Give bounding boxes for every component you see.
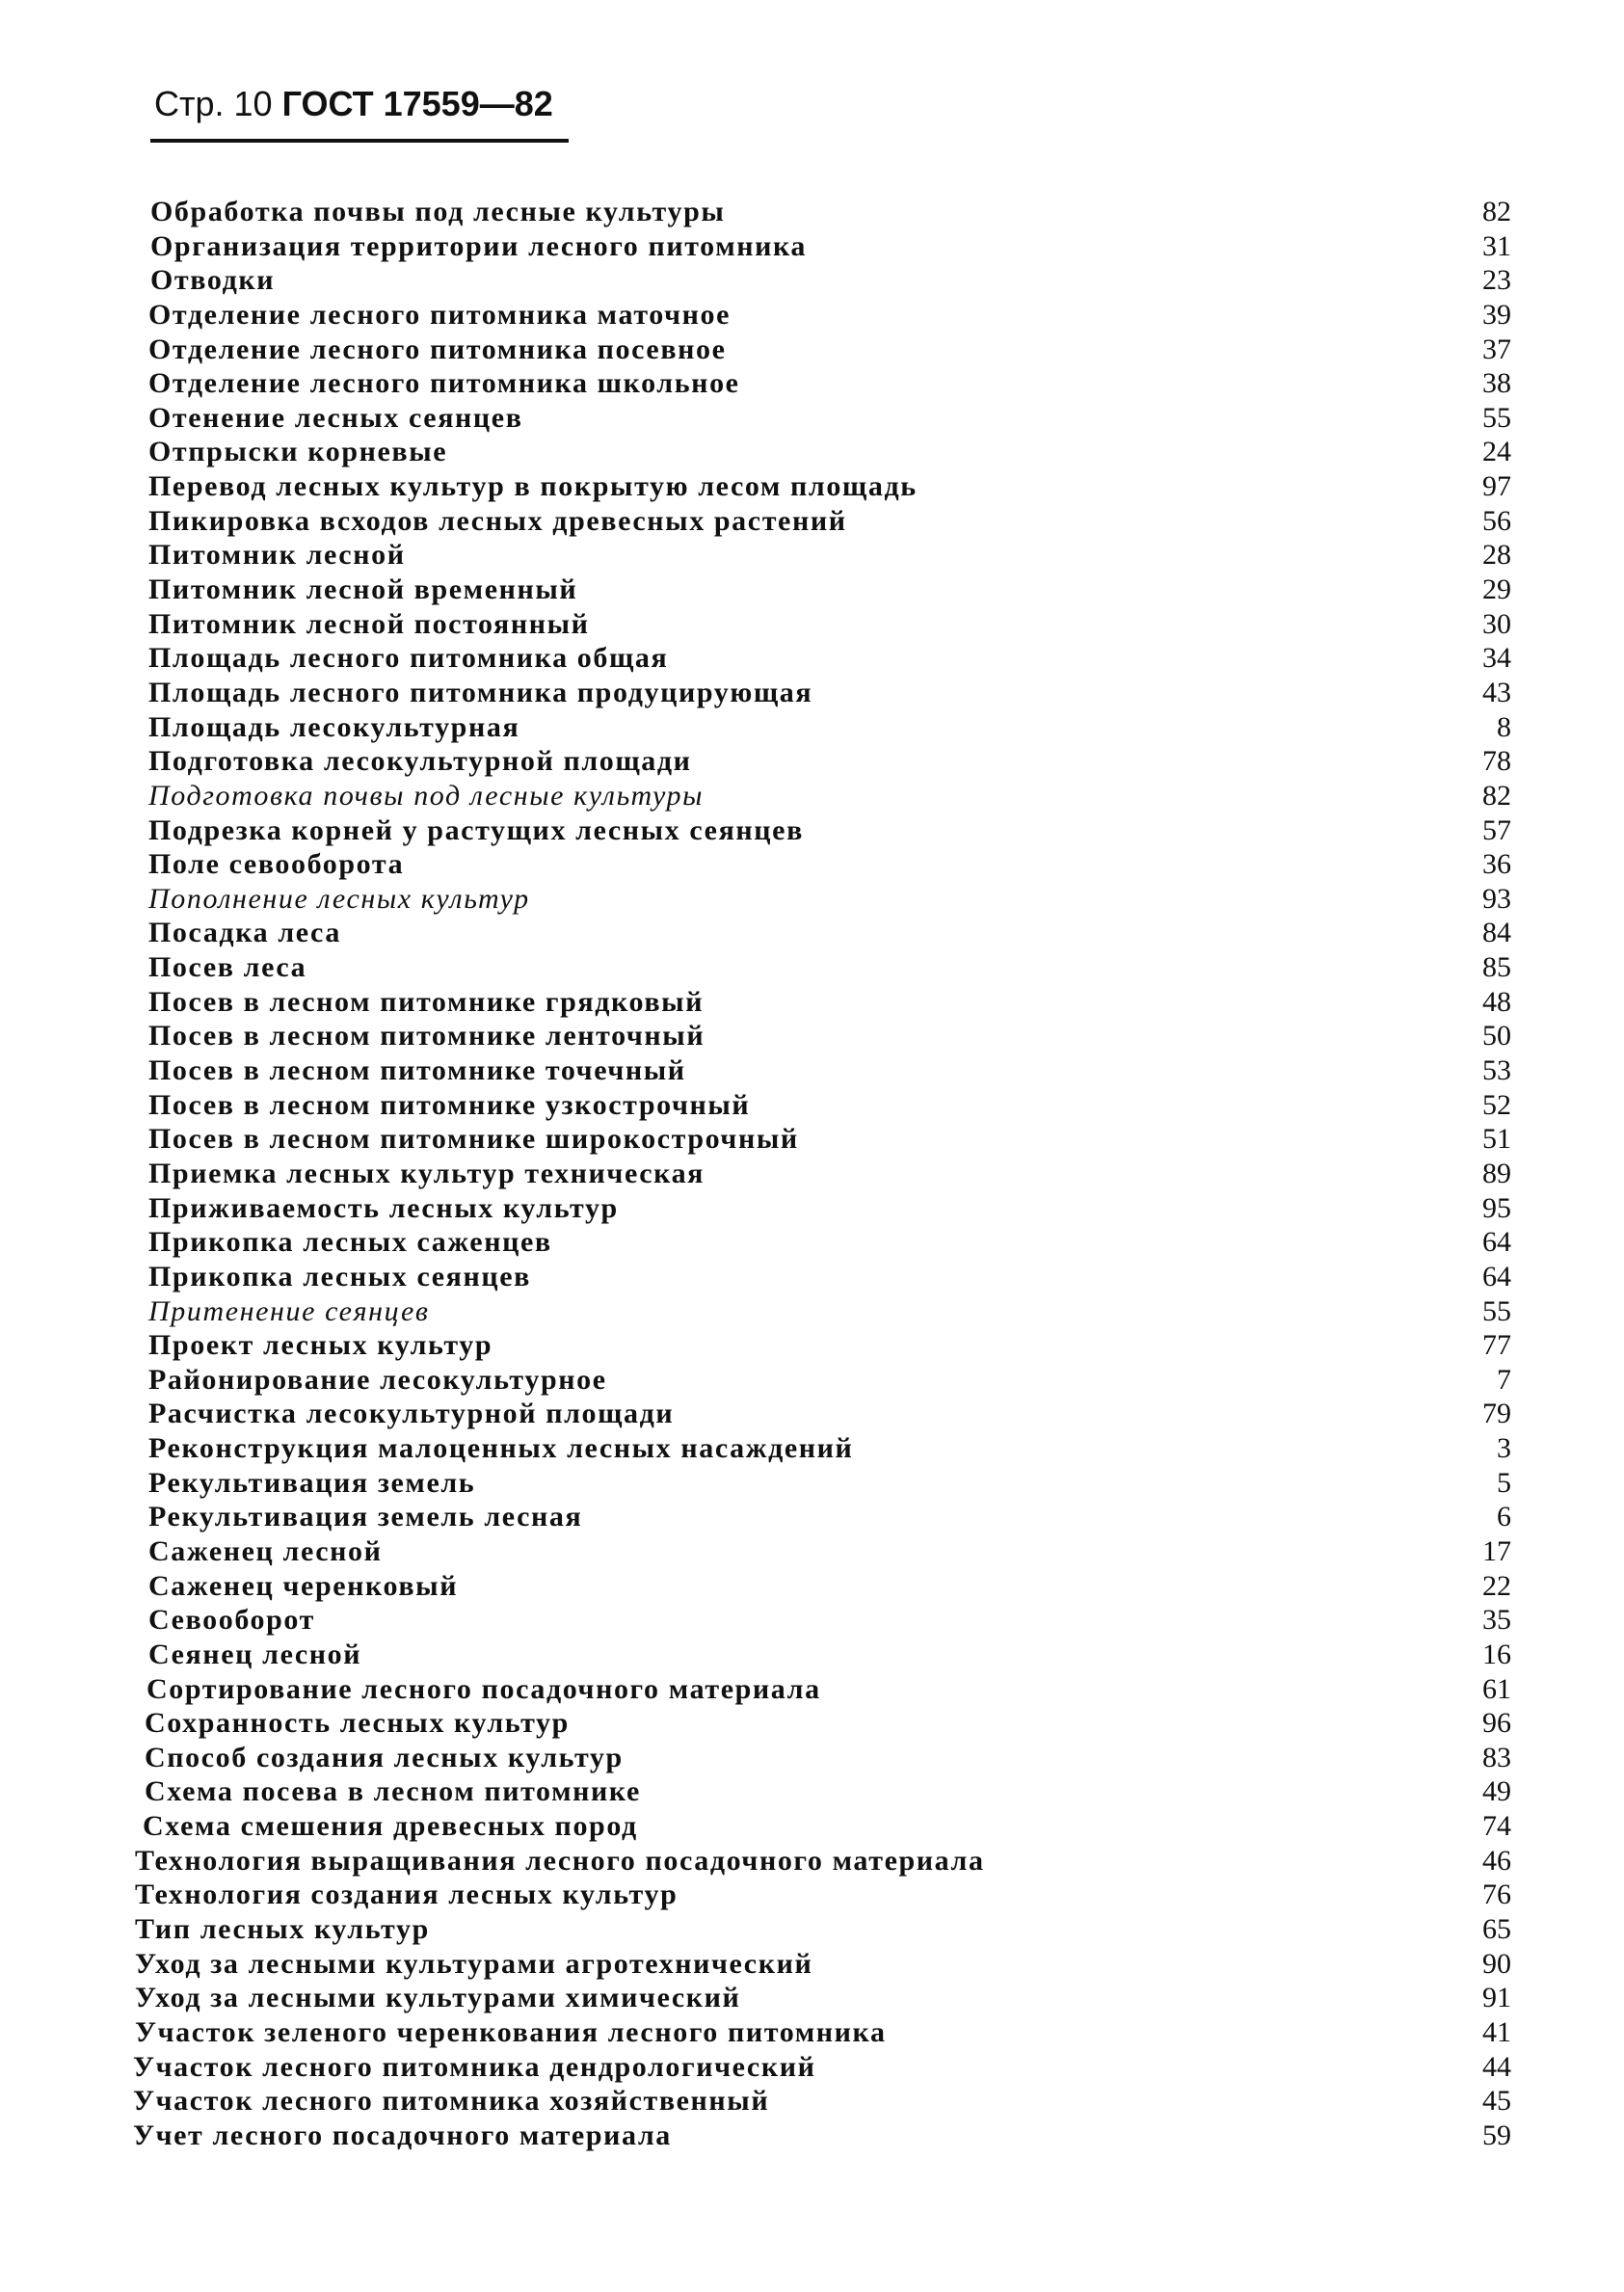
index-term: Площадь лесного питомника общая (148, 642, 669, 675)
index-page-number: 36 (1482, 848, 1511, 881)
index-entry (133, 1741, 1511, 1775)
index-entry (133, 1706, 1511, 1741)
index-page-number: 78 (1482, 745, 1511, 778)
index-term: Технология создания лесных культур (135, 1879, 679, 1911)
index-term: Посев в лесном питомнике точечный (148, 1054, 686, 1087)
index-page-number: 51 (1482, 1123, 1511, 1156)
index-page-number: 35 (1482, 1604, 1511, 1637)
index-term: Питомник лесной постоянный (148, 607, 590, 640)
page-number-label: Стр. 10 (154, 84, 273, 123)
index-term: Уход за лесными культурами агротехнический (135, 1947, 813, 1980)
index-page-number: 38 (1482, 367, 1511, 400)
index-entry (133, 504, 1511, 539)
index-entry (133, 435, 1511, 469)
index-entry (133, 298, 1511, 333)
index-term: Тип лесных культур (135, 1913, 430, 1946)
index-entry (133, 950, 1511, 985)
index-term: Севооборот (148, 1604, 315, 1637)
index-term: Саженец черенковый (148, 1569, 459, 1602)
index-page-number: 93 (1482, 882, 1511, 915)
index-entry (133, 676, 1511, 710)
index-term: Приживаемость лесных культур (148, 1191, 619, 1224)
index-entry (133, 1912, 1511, 1947)
index-page-number: 85 (1482, 951, 1511, 984)
index-page-number: 95 (1482, 1191, 1511, 1224)
index-entry (133, 1878, 1511, 1912)
index-term: Схема смешения древесных пород (143, 1810, 638, 1843)
index-entry (133, 882, 1511, 917)
index-term: Отенение лесных сеянцев (148, 401, 523, 434)
index-entry (133, 779, 1511, 813)
index-page-number: 82 (1482, 196, 1511, 227)
index-entry (133, 641, 1511, 676)
index-term: Отделение лесного питомника маточное (148, 298, 732, 331)
index-page-number: 79 (1482, 1398, 1511, 1430)
index-page-number: 43 (1482, 676, 1511, 708)
index-entry (133, 1809, 1511, 1844)
index-entry (133, 469, 1511, 504)
index-entry (133, 2015, 1511, 2050)
index-term: Площадь лесного питомника продуцирующая (148, 676, 813, 708)
index-entry (133, 1672, 1511, 1707)
index-entry (133, 2084, 1511, 2119)
index-entry (133, 1534, 1511, 1569)
index-entry (133, 847, 1511, 882)
index-term: Прикопка лесных саженцев (148, 1226, 552, 1259)
index-term: Отделение лесного питомника посевное (148, 333, 727, 365)
index-page-number: 84 (1482, 917, 1511, 949)
index-page-number: 74 (1482, 1810, 1511, 1843)
index-term: Участок зеленого черенкования лесного питомника (135, 2015, 887, 2048)
index-entry (133, 1363, 1511, 1398)
index-entry (133, 1947, 1511, 1982)
index-entry (133, 573, 1511, 607)
index-term: Саженец лесной (148, 1534, 383, 1567)
index-term: Отпрыски корневые (148, 436, 448, 468)
index-entry (133, 985, 1511, 1020)
index-term: Технология выращивания лесного посадочного материала (135, 1844, 985, 1877)
index-entry (133, 2050, 1511, 2085)
index-page-number: 31 (1482, 229, 1511, 262)
index-entry (133, 710, 1511, 745)
index-page-number: 46 (1482, 1844, 1511, 1877)
index-term: Пикировка всходов лесных древесных растений (148, 504, 847, 537)
index-entry (133, 1981, 1511, 2015)
index-entry (133, 607, 1511, 642)
index-entry (133, 1328, 1511, 1363)
index-entry (133, 1225, 1511, 1260)
index-term: Посадка леса (148, 917, 341, 949)
index-term: Отводки (150, 264, 276, 297)
index-term: Прикопка лесных сеянцев (148, 1260, 531, 1293)
index-term: Поле севооборота (148, 848, 405, 881)
index-entry (133, 1157, 1511, 1191)
index-term: Подрезка корней у растущих лесных сеянцев (148, 813, 804, 846)
index-term: Подготовка почвы под лесные культуры (148, 779, 704, 812)
index-term: Обработка почвы под лесные культуры (150, 196, 726, 227)
index-term: Уход за лесными культурами химический (135, 1982, 741, 2014)
index-entry (133, 195, 1511, 229)
index-entry (133, 916, 1511, 950)
index-entry (133, 263, 1511, 298)
index-page-number: 64 (1482, 1226, 1511, 1259)
index-term: Отделение лесного питомника школьное (148, 367, 740, 400)
index-page-number: 44 (1482, 2050, 1511, 2083)
index-term: Организация территории лесного питомника (150, 229, 808, 262)
index-term: Способ создания лесных культур (145, 1741, 624, 1773)
index-term: Расчистка лесокультурной площади (148, 1398, 675, 1430)
alphabetical-term-index (133, 195, 1511, 2153)
index-page-number: 52 (1482, 1088, 1511, 1121)
index-page-number: 7 (1497, 1363, 1511, 1396)
index-term: Реконструкция малоценных лесных насаждений (148, 1432, 854, 1465)
index-entry (133, 1638, 1511, 1672)
index-term: Питомник лесной (148, 539, 406, 572)
index-page-number: 55 (1482, 1294, 1511, 1327)
index-page-number: 59 (1482, 2119, 1511, 2151)
index-term: Площадь лесокультурная (148, 710, 520, 743)
index-entry (133, 1466, 1511, 1501)
index-page-number: 41 (1482, 2015, 1511, 2048)
index-term: Посев леса (148, 951, 307, 984)
index-term: Участок лесного питомника хозяйственный (133, 2085, 770, 2118)
index-page-number: 5 (1497, 1466, 1511, 1499)
index-page-number: 53 (1482, 1054, 1511, 1087)
index-page-number: 28 (1482, 539, 1511, 572)
index-term: Рекультивация земель (148, 1466, 476, 1499)
index-page-number: 55 (1482, 401, 1511, 434)
index-term: Притенение сеянцев (148, 1294, 430, 1327)
index-page-number: 61 (1482, 1672, 1511, 1705)
index-page-number: 50 (1482, 1020, 1511, 1053)
index-page-number: 34 (1482, 642, 1511, 675)
index-page-number: 22 (1482, 1569, 1511, 1602)
index-page-number: 6 (1497, 1501, 1511, 1533)
index-entry (133, 538, 1511, 573)
index-entry (133, 229, 1511, 264)
index-entry (133, 1294, 1511, 1329)
index-term: Посев в лесном питомнике узкострочный (148, 1088, 751, 1121)
index-page-number: 30 (1482, 607, 1511, 640)
index-page-number: 39 (1482, 298, 1511, 331)
index-term: Посев в лесном питомнике широкострочный (148, 1123, 799, 1156)
index-term: Учет лесного посадочного материала (133, 2119, 672, 2151)
index-entry (133, 366, 1511, 401)
index-page-number: 37 (1482, 333, 1511, 365)
index-entry (133, 1603, 1511, 1638)
index-entry (133, 1774, 1511, 1809)
index-page-number: 77 (1482, 1329, 1511, 1362)
index-entry (133, 1019, 1511, 1053)
index-entry (133, 1191, 1511, 1226)
index-page-number: 56 (1482, 504, 1511, 537)
index-entry (133, 1053, 1511, 1088)
index-page-number: 57 (1482, 813, 1511, 846)
index-page-number: 89 (1482, 1157, 1511, 1189)
index-page-number: 8 (1497, 710, 1511, 743)
index-page-number: 45 (1482, 2085, 1511, 2118)
index-entry (133, 744, 1511, 779)
index-page-number: 90 (1482, 1947, 1511, 1980)
index-term: Районирование лесокультурное (148, 1363, 607, 1396)
index-term: Пополнение лесных культур (148, 882, 530, 915)
index-page-number: 96 (1482, 1707, 1511, 1740)
index-page-number: 65 (1482, 1913, 1511, 1946)
index-page-number: 48 (1482, 985, 1511, 1018)
index-term: Сортирование лесного посадочного материала (146, 1672, 821, 1705)
index-term: Приемка лесных культур техническая (148, 1157, 706, 1189)
index-page-number: 24 (1482, 436, 1511, 468)
index-page-number: 3 (1497, 1432, 1511, 1465)
index-term: Посев в лесном питомнике ленточный (148, 1020, 706, 1053)
index-entry (133, 2119, 1511, 2153)
index-entry (133, 1397, 1511, 1431)
index-entry (133, 1844, 1511, 1879)
index-page-number: 82 (1482, 779, 1511, 812)
index-page-number: 97 (1482, 470, 1511, 503)
index-page-number: 16 (1482, 1638, 1511, 1670)
index-entry (133, 333, 1511, 367)
index-entry (133, 1088, 1511, 1123)
index-entry (133, 1500, 1511, 1534)
index-entry (133, 1260, 1511, 1294)
index-page-number: 29 (1482, 573, 1511, 606)
index-entry (133, 1569, 1511, 1604)
standard-designation: ГОСТ 17559—82 (281, 84, 553, 123)
index-term: Схема посева в лесном питомнике (145, 1775, 641, 1808)
index-page-number: 49 (1482, 1775, 1511, 1808)
index-page-number: 83 (1482, 1741, 1511, 1773)
index-page-number: 76 (1482, 1879, 1511, 1911)
index-entry (133, 401, 1511, 436)
index-page-number: 64 (1482, 1260, 1511, 1293)
index-page-number: 91 (1482, 1982, 1511, 2014)
index-term: Питомник лесной временный (148, 573, 578, 606)
index-entry (133, 1431, 1511, 1466)
header-underline (150, 139, 569, 143)
index-entry (133, 1122, 1511, 1157)
index-term: Рекультивация земель лесная (148, 1501, 583, 1533)
index-page-number: 17 (1482, 1534, 1511, 1567)
index-term: Сохранность лесных культур (145, 1707, 570, 1740)
page-header (154, 83, 553, 125)
index-term: Сеянец лесной (148, 1638, 362, 1670)
index-term: Участок лесного питомника дендрологический (133, 2050, 816, 2083)
index-page-number: 23 (1482, 264, 1511, 297)
index-term: Перевод лесных культур в покрытую лесом площадь (148, 470, 918, 503)
index-term: Посев в лесном питомнике грядковый (148, 985, 705, 1018)
index-entry (133, 813, 1511, 848)
index-term: Подготовка лесокультурной площади (148, 745, 692, 778)
index-term: Проект лесных культур (148, 1329, 493, 1362)
